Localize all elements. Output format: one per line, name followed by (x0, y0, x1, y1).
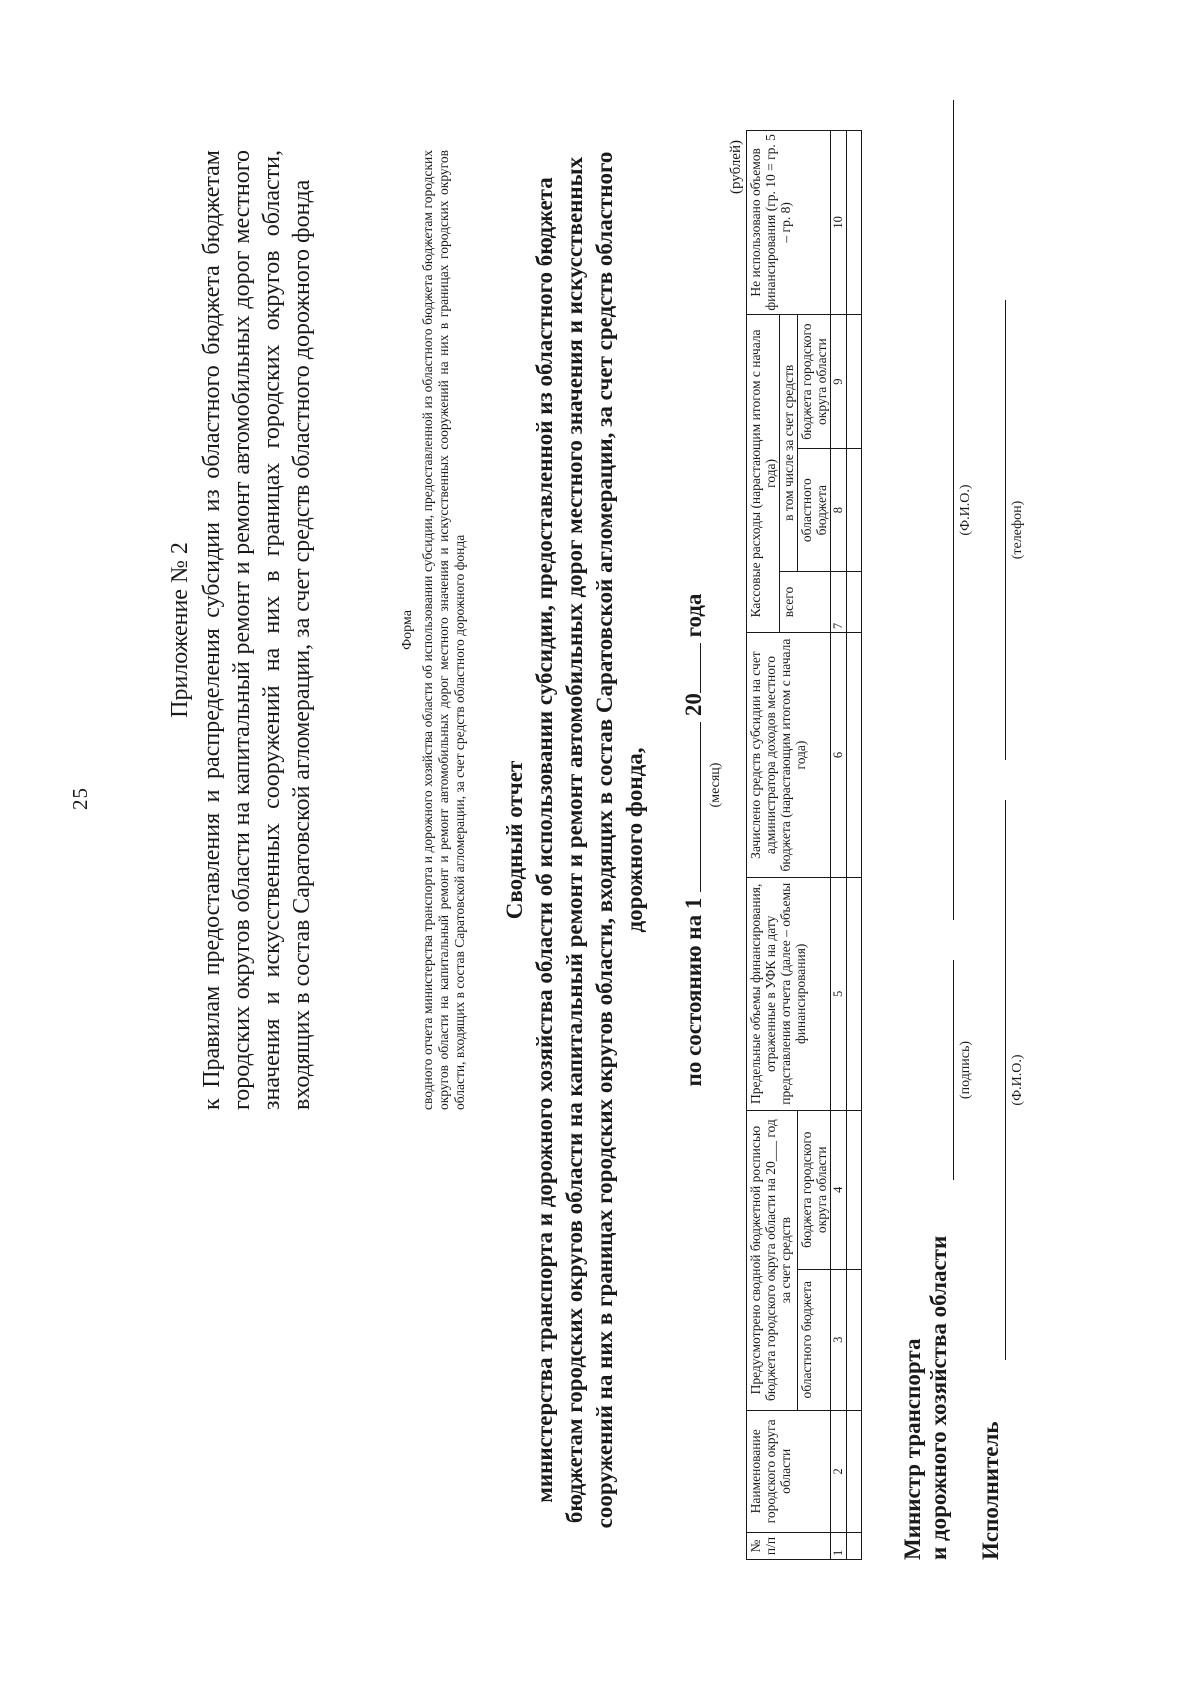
header-col8: областного бюджета (798, 449, 831, 571)
header-col789-group: Кассовые расходы (нарастающим итогом с начала года) (747, 314, 780, 632)
header-col9: бюджета городского округа области (798, 314, 831, 449)
column-number: 6 (831, 633, 847, 878)
form-label: Форма (400, 610, 415, 650)
table-cell[interactable] (847, 1110, 862, 1269)
header-col1: № п/п (747, 1533, 831, 1560)
table-cell[interactable] (847, 571, 862, 632)
column-number: 7 (831, 571, 847, 632)
column-number: 9 (831, 314, 847, 449)
header-col5: Предельные объемы финансирования, отраженные в УФК на дату представления отчета (далее – объемы финансирования) (747, 877, 831, 1110)
minister-line-2: и дорожного хозяйства области (926, 1235, 951, 1560)
column-number: 4 (831, 1110, 847, 1269)
phone-line[interactable] (1004, 300, 1006, 760)
column-number: 10 (831, 131, 847, 315)
signature-caption: (подпись) (958, 1040, 973, 1100)
year-blank[interactable] (680, 643, 701, 693)
column-number: 8 (831, 449, 847, 571)
month-blank[interactable] (680, 722, 701, 892)
rotated-landscape-content (130, 100, 1025, 1580)
column-number: 1 (831, 1533, 847, 1560)
appendix-text: к Правилам предоставления и распределения субсидии из областного бюджета бюджетам городских округов области на капитальный ремонт и ремонт автомобильных дорог местного значения и искусственных сооружений на них в границах городских округов области, входящих в состав Саратовской агломерации, за счет средств областного дорожного фонда (199, 150, 315, 1110)
date-suffix: года (681, 593, 706, 638)
header-col6: Зачислено средств субсидии на счет администратора доходов местного бюджета (нарастающим итогом с начала года) (747, 633, 831, 878)
minister-title (900, 1236, 952, 1560)
currency-label: (рублей) (728, 140, 744, 195)
table-cell[interactable] (847, 449, 862, 571)
executor-fio-line[interactable] (1004, 800, 1006, 1360)
phone-caption: (телефон) (1010, 500, 1025, 560)
form-description: сводного отчета министерства транспорта и дорожного хозяйства области об использовании субсидии, предоставленной из областного бюджета бюджетам городских округов области на капитальный ремонт и ремонт автомобильных дорог местного значения и искусственных сооружений на них в границах городских округов области, входящих в состав Саратовской агломерации, за счет средств областного дорожного фонда (420, 150, 467, 1110)
minister-fio-line[interactable] (952, 100, 954, 920)
column-number: 2 (831, 1410, 847, 1532)
signature-line[interactable] (952, 960, 954, 1180)
header-col34-group: Предусмотрено сводной бюджетной росписью бюджета городского округа области на 20___ год за счет средств (747, 1110, 798, 1410)
report-title: министерства транспорта и дорожного хозяйства области об использовании субсидии, предоставленной из областного бюджета бюджетам городских округов области на капитальный ремонт и ремонт автомобильных дорог местного значения и искусственных сооружений на них в границах городских округов области, входящих в состав Саратовской агломерации, за счет средств областного дорожного фонда, (532, 151, 647, 1529)
table-cell[interactable] (847, 633, 862, 878)
year-prefix: 20 (681, 693, 706, 717)
appendix-block (165, 150, 317, 1110)
minister-line-1: Министр транспорта (900, 1338, 925, 1560)
report-title-block (500, 130, 650, 1550)
minister-fio-caption: (Ф.И.О.) (958, 484, 973, 536)
header-col89-group: в том числе за счет средств (780, 314, 798, 571)
header-col3: областного бюджета (798, 1269, 831, 1410)
column-numbers-row (831, 131, 847, 1560)
header-col4: бюджета городского округа области (798, 1110, 831, 1269)
report-table (746, 130, 862, 1560)
column-number: 3 (831, 1269, 847, 1410)
header-col10: Не использовано объемов финансирования (гр. 10 = гр. 5 – гр. 8) (747, 131, 831, 315)
header-col2: Наименование городского округа области (747, 1410, 831, 1532)
header-col7: всего (780, 571, 831, 632)
table-row (847, 131, 862, 1560)
executor-label: Исполнитель (978, 1421, 1003, 1560)
month-caption: (месяц) (708, 762, 723, 808)
report-heading: Сводный отчет (502, 760, 527, 920)
column-number: 5 (831, 877, 847, 1110)
table-cell[interactable] (847, 131, 862, 315)
table-cell[interactable] (847, 877, 862, 1110)
table-cell[interactable] (847, 1269, 862, 1410)
report-date-line (680, 130, 708, 1550)
date-prefix: по состоянию на 1 (681, 897, 706, 1087)
executor-fio-caption: (Ф.И.О.) (1010, 1054, 1025, 1106)
page-number: 25 (68, 787, 92, 810)
table-cell[interactable] (847, 314, 862, 449)
table-cell[interactable] (847, 1533, 862, 1560)
table-cell[interactable] (847, 1410, 862, 1532)
appendix-title: Приложение № 2 (167, 542, 193, 718)
